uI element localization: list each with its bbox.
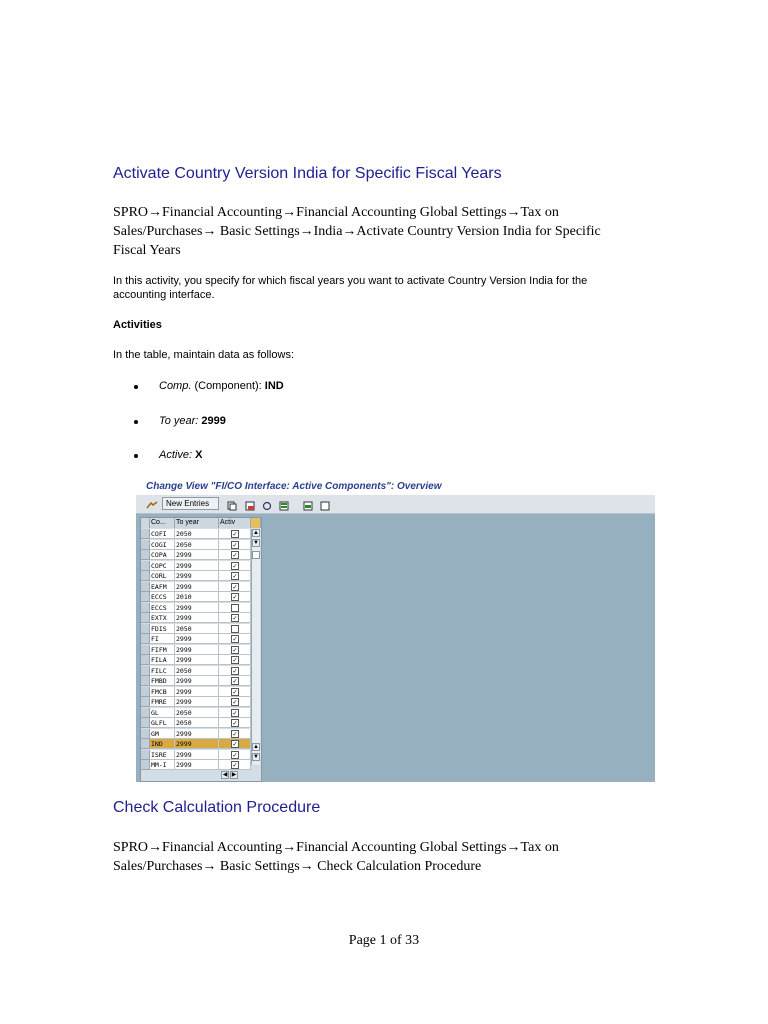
- select-block-icon[interactable]: [303, 498, 313, 508]
- component-cell[interactable]: ECCS: [150, 603, 175, 613]
- to-year-cell[interactable]: 2999: [175, 571, 219, 581]
- component-cell[interactable]: COPC: [150, 561, 175, 571]
- to-year-cell[interactable]: 2050: [175, 718, 219, 728]
- menu-path-line-3: Fiscal Years: [113, 243, 181, 258]
- row-selector[interactable]: [141, 729, 150, 739]
- table-row[interactable]: [141, 529, 259, 540]
- bullet-item-component: Comp. (Component): IND: [159, 380, 284, 392]
- component-cell[interactable]: FIFM: [150, 645, 175, 655]
- section-heading-check-calculation: Check Calculation Procedure: [113, 799, 321, 816]
- to-year-cell[interactable]: 2999: [175, 729, 219, 739]
- to-year-cell[interactable]: 2999: [175, 697, 219, 707]
- scroll-left-icon[interactable]: ◀: [222, 772, 228, 778]
- row-selector[interactable]: [141, 655, 150, 665]
- row-selector[interactable]: [141, 529, 150, 539]
- component-cell[interactable]: FDIS: [150, 624, 175, 634]
- component-cell[interactable]: GL: [150, 708, 175, 718]
- glasses-icon[interactable]: [146, 498, 156, 508]
- to-year-cell[interactable]: 2999: [175, 750, 219, 760]
- table-row[interactable]: [141, 592, 259, 603]
- bullet-point: [134, 454, 138, 458]
- table-row[interactable]: [141, 603, 259, 614]
- to-year-cell[interactable]: 2050: [175, 624, 219, 634]
- section-heading-activate: Activate Country Version India for Specific Fiscal Years: [113, 165, 502, 182]
- component-cell[interactable]: EXTX: [150, 613, 175, 623]
- scroll-up-icon[interactable]: ▲: [253, 530, 259, 536]
- active-checkbox[interactable]: [231, 604, 239, 612]
- table-row[interactable]: [141, 666, 259, 677]
- component-cell[interactable]: COGI: [150, 540, 175, 550]
- active-checkbox[interactable]: ✓: [232, 677, 238, 685]
- table-row[interactable]: [141, 550, 259, 561]
- column-settings-icon[interactable]: [251, 518, 261, 528]
- active-cell: [219, 624, 251, 634]
- column-header-active[interactable]: Activ: [219, 518, 251, 528]
- to-year-cell[interactable]: 2999: [175, 676, 219, 686]
- active-cell: [219, 687, 251, 697]
- table-row[interactable]: [141, 613, 259, 624]
- row-selector[interactable]: [141, 592, 150, 602]
- active-cell: [219, 550, 251, 560]
- to-year-cell[interactable]: 2999: [175, 582, 219, 592]
- component-cell[interactable]: COFI: [150, 529, 175, 539]
- active-checkbox[interactable]: ✓: [232, 656, 238, 664]
- component-cell[interactable]: FMRE: [150, 697, 175, 707]
- active-checkbox[interactable]: ✓: [232, 698, 238, 706]
- row-selector[interactable]: [141, 760, 150, 770]
- component-cell[interactable]: FILC: [150, 666, 175, 676]
- scroll-thumb[interactable]: [252, 551, 260, 559]
- row-selector[interactable]: [141, 645, 150, 655]
- active-cell: [219, 561, 251, 571]
- active-cell: [219, 634, 251, 644]
- sap-screen-title: Change View "FI/CO Interface: Active Components": Overview: [136, 479, 655, 495]
- menu-path-line-1: SPRO→Financial Accounting→Financial Accounting Global Settings→Tax on: [113, 205, 559, 220]
- row-selector[interactable]: [141, 561, 150, 571]
- row-selector-header[interactable]: [141, 518, 150, 528]
- vertical-scrollbar[interactable]: [251, 529, 260, 765]
- column-header-component[interactable]: Co...: [150, 518, 175, 528]
- active-cell: [219, 603, 251, 613]
- active-checkbox[interactable]: ✓: [232, 645, 238, 654]
- component-cell[interactable]: MM-I: [150, 760, 175, 770]
- active-cell: [219, 592, 251, 602]
- active-checkbox[interactable]: [231, 625, 239, 633]
- active-checkbox[interactable]: ✓: [232, 593, 238, 601]
- row-selector[interactable]: [141, 571, 150, 581]
- row-selector[interactable]: [141, 750, 150, 760]
- row-selector[interactable]: [141, 582, 150, 592]
- table-row[interactable]: [141, 729, 259, 740]
- active-cell: [219, 729, 251, 739]
- to-year-cell[interactable]: 2999: [175, 645, 219, 655]
- active-cell: [219, 760, 251, 770]
- row-selector[interactable]: [141, 697, 150, 707]
- component-cell[interactable]: FI: [150, 634, 175, 644]
- component-cell[interactable]: GM: [150, 729, 175, 739]
- scroll-down-icon[interactable]: ▼: [253, 754, 259, 760]
- row-selector[interactable]: [141, 666, 150, 676]
- table-row[interactable]: [141, 624, 259, 635]
- delete-icon[interactable]: [245, 498, 255, 508]
- table-row[interactable]: [141, 760, 259, 771]
- component-cell[interactable]: GLFL: [150, 718, 175, 728]
- active-checkbox[interactable]: ✓: [232, 540, 238, 549]
- table-row[interactable]: [141, 634, 259, 645]
- component-cell[interactable]: FILA: [150, 655, 175, 665]
- active-cell: [219, 540, 251, 550]
- bullet-item-active: Active: X: [159, 449, 203, 461]
- page-up-icon[interactable]: ▲: [253, 744, 259, 750]
- to-year-cell[interactable]: 2999: [175, 687, 219, 697]
- activity-description-line-1: In this activity, you specify for which fiscal years you want to activate Country Version India for the: [113, 275, 588, 287]
- active-checkbox[interactable]: ✓: [232, 729, 238, 738]
- bullet-point: [134, 420, 138, 424]
- active-cell: [219, 750, 251, 760]
- table-row[interactable]: [141, 571, 259, 582]
- to-year-cell[interactable]: 2050: [175, 540, 219, 550]
- to-year-cell[interactable]: 2999: [175, 613, 219, 623]
- component-cell[interactable]: COPA: [150, 550, 175, 560]
- to-year-cell[interactable]: 2999: [175, 760, 219, 770]
- deselect-all-icon[interactable]: [320, 498, 330, 508]
- to-year-cell[interactable]: 2050: [175, 708, 219, 718]
- row-selector[interactable]: [141, 708, 150, 718]
- component-cell[interactable]: FMBD: [150, 676, 175, 686]
- scroll-right-icon[interactable]: ▶: [231, 772, 237, 778]
- component-cell[interactable]: EAFM: [150, 582, 175, 592]
- bullet-point: [134, 385, 138, 389]
- active-cell: [219, 666, 251, 676]
- row-selector[interactable]: [141, 687, 150, 697]
- active-checkbox[interactable]: ✓: [232, 687, 238, 696]
- activities-heading: Activities: [113, 319, 162, 331]
- active-cell: [219, 613, 251, 623]
- to-year-cell[interactable]: 2010: [175, 592, 219, 602]
- row-selector[interactable]: [141, 634, 150, 644]
- active-cell: [219, 582, 251, 592]
- new-entries-button[interactable]: New Entries: [162, 497, 219, 510]
- table-intro: In the table, maintain data as follows:: [113, 349, 294, 361]
- active-cell: [219, 708, 251, 718]
- component-cell[interactable]: FMCB: [150, 687, 175, 697]
- to-year-cell[interactable]: 2050: [175, 666, 219, 676]
- active-checkbox[interactable]: ✓: [232, 750, 238, 759]
- table-row[interactable]: [141, 676, 259, 687]
- active-cell: [219, 676, 251, 686]
- table-row[interactable]: [141, 750, 259, 761]
- active-checkbox[interactable]: ✓: [232, 582, 238, 591]
- menu-path-2-line-2: Sales/Purchases→ Basic Settings→ Check Calculation Procedure: [113, 859, 482, 874]
- copy-icon[interactable]: [227, 498, 237, 508]
- component-cell[interactable]: IND: [150, 739, 175, 749]
- to-year-cell[interactable]: 2999: [175, 603, 219, 613]
- table-row[interactable]: [141, 739, 259, 750]
- row-selector[interactable]: [141, 613, 150, 623]
- active-checkbox[interactable]: ✓: [232, 708, 238, 717]
- to-year-cell[interactable]: 2999: [175, 550, 219, 560]
- row-selector[interactable]: [141, 718, 150, 728]
- to-year-cell[interactable]: 2999: [175, 561, 219, 571]
- table-row[interactable]: [141, 718, 259, 729]
- undo-icon[interactable]: [262, 498, 272, 508]
- to-year-cell[interactable]: 2999: [175, 655, 219, 665]
- row-selector[interactable]: [141, 676, 150, 686]
- active-components-table: [140, 517, 262, 782]
- column-header-to-year[interactable]: To year: [175, 518, 219, 528]
- sap-screenshot: [136, 479, 655, 782]
- component-cell[interactable]: CORL: [150, 571, 175, 581]
- row-selector[interactable]: [141, 624, 150, 634]
- row-selector[interactable]: [141, 550, 150, 560]
- page-number: Page 1 of 33: [348, 933, 420, 948]
- active-checkbox[interactable]: ✓: [232, 561, 238, 570]
- table-row[interactable]: [141, 655, 259, 666]
- active-cell: [219, 739, 251, 749]
- active-checkbox[interactable]: ✓: [232, 719, 238, 727]
- table-row[interactable]: [141, 645, 259, 656]
- select-all-icon[interactable]: [279, 498, 289, 508]
- active-checkbox[interactable]: ✓: [232, 666, 238, 675]
- to-year-cell[interactable]: 2050: [175, 529, 219, 539]
- active-checkbox[interactable]: ✓: [232, 572, 238, 580]
- active-checkbox[interactable]: ✓: [232, 614, 238, 622]
- active-cell: [219, 718, 251, 728]
- active-cell: [219, 655, 251, 665]
- table-row[interactable]: [141, 561, 259, 572]
- page-down-icon[interactable]: ▼: [253, 540, 259, 546]
- active-checkbox[interactable]: ✓: [232, 551, 238, 559]
- row-selector[interactable]: [141, 540, 150, 550]
- menu-path-line-2: Sales/Purchases→ Basic Settings→India→Activate Country Version India for Specific: [113, 224, 601, 239]
- component-cell[interactable]: ISRE: [150, 750, 175, 760]
- table-row[interactable]: [141, 540, 259, 551]
- component-cell[interactable]: ECCS: [150, 592, 175, 602]
- active-cell: [219, 697, 251, 707]
- active-checkbox[interactable]: ✓: [232, 761, 238, 769]
- active-cell: [219, 571, 251, 581]
- to-year-cell[interactable]: 2999: [175, 634, 219, 644]
- row-selector[interactable]: [141, 739, 150, 749]
- active-checkbox[interactable]: ✓: [232, 635, 238, 643]
- table-row[interactable]: [141, 582, 259, 593]
- table-row[interactable]: [141, 687, 259, 698]
- menu-path-2-line-1: SPRO→Financial Accounting→Financial Accounting Global Settings→Tax on: [113, 840, 559, 855]
- table-row[interactable]: [141, 708, 259, 719]
- active-cell: [219, 645, 251, 655]
- active-checkbox[interactable]: ✓: [232, 530, 238, 538]
- bullet-item-to-year: To year: 2999: [159, 415, 226, 427]
- table-row[interactable]: [141, 697, 259, 708]
- activity-description-line-2: accounting interface.: [113, 289, 215, 301]
- active-cell: [219, 529, 251, 539]
- active-checkbox[interactable]: ✓: [232, 740, 238, 748]
- row-selector[interactable]: [141, 603, 150, 613]
- sap-toolbar: [136, 495, 655, 514]
- to-year-cell[interactable]: 2999: [175, 739, 219, 749]
